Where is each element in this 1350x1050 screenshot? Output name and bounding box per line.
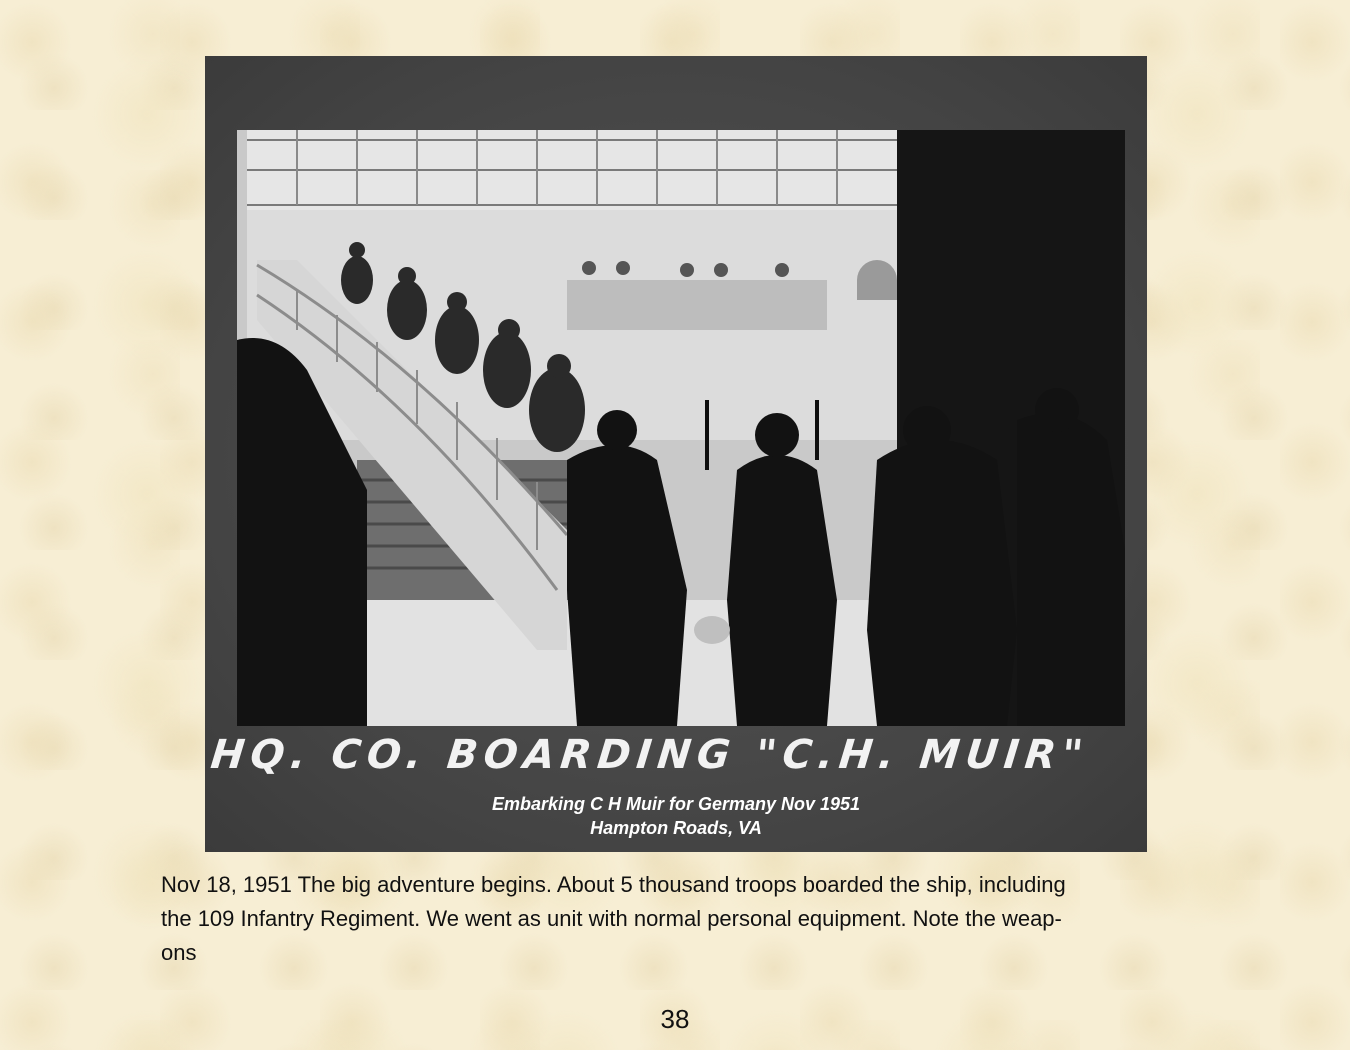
handwritten-caption: HQ. CO. BOARDING "C.H. MUIR" (208, 732, 1091, 778)
page-number: 38 (660, 1004, 690, 1034)
photo-mount (205, 56, 1147, 852)
photo-description: Nov 18, 1951 The big adventure begins. About 5 thousand troops boarded the ship, including the 109 Infantry Regiment. We went as unit with normal personal equipment. Note the weap- ons (161, 872, 1066, 965)
troops-boarding-ship-photo (237, 130, 1125, 726)
typed-caption-line-1: Embarking C H Muir for Germany Nov 1951 (491, 794, 861, 814)
typed-caption-line-2: Hampton Roads, VA (590, 818, 762, 838)
photo-illustration (237, 130, 1125, 726)
